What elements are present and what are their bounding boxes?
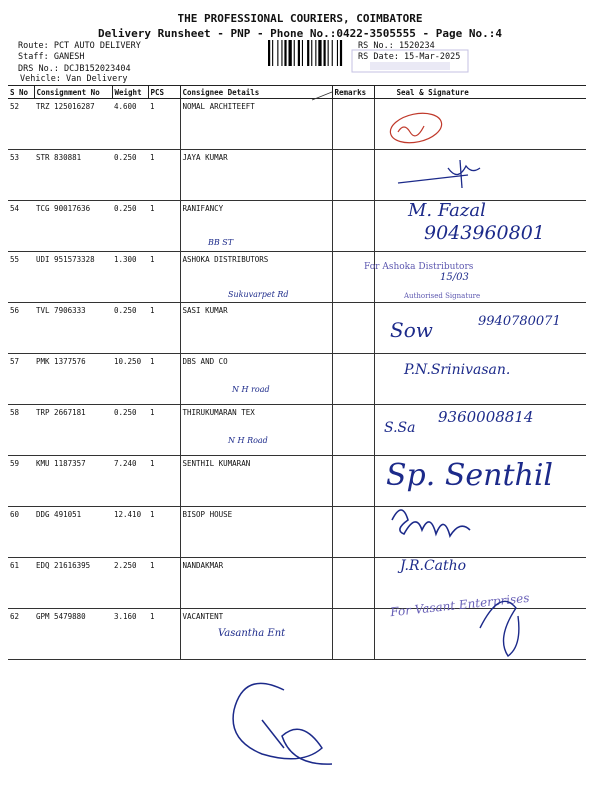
handwritten-note-row57: N H road <box>232 385 270 394</box>
stamp-row55-caption: Authorised Signature <box>404 292 481 300</box>
consignee-cell: DBS AND CO <box>180 354 332 405</box>
sno-cell: 57 <box>8 354 34 405</box>
weight-cell: 0.250 <box>112 405 148 456</box>
handwritten-note-row62: Vasantha Ent <box>218 628 286 639</box>
weight-cell: 4.600 <box>112 99 148 150</box>
signature-row56-name: Sow <box>390 318 433 342</box>
consignment-cell: TCG 90017636 <box>34 201 112 252</box>
consignee-cell: VACANTENT <box>180 609 332 660</box>
consignee-cell: SENTHIL KUMARAN <box>180 456 332 507</box>
staff-label: Staff: GANESH <box>18 52 85 62</box>
sno-cell: 59 <box>8 456 34 507</box>
pcs-cell: 1 <box>148 252 180 303</box>
consignee-cell: JAYA KUMAR <box>180 150 332 201</box>
runsheet-subtitle: Delivery Runsheet - PNP - Phone No.:0422-3505555 - Page No.:4 <box>98 27 502 40</box>
footer-signature <box>233 683 332 764</box>
signature-row61: J.R.Catho <box>400 558 467 574</box>
consignee-cell: RANIFANCY <box>180 201 332 252</box>
signature-row60-scribble <box>392 510 470 536</box>
consignment-cell: TRZ 125016287 <box>34 99 112 150</box>
sno-cell: 53 <box>8 150 34 201</box>
stamp-row62: For Vasant Enterprises <box>389 590 531 620</box>
consignment-cell: UDI 951573328 <box>34 252 112 303</box>
signature-row53-scribble <box>398 160 480 188</box>
signature-row55-date: 15/03 <box>440 272 469 283</box>
consignment-cell: GPM 5479880 <box>34 609 112 660</box>
col-header-sno: S No <box>8 86 34 99</box>
handwritten-note-row58: N H Road <box>228 436 268 445</box>
consignment-cell: TRP 2667181 <box>34 405 112 456</box>
weight-cell: 3.160 <box>112 609 148 660</box>
sno-cell: 55 <box>8 252 34 303</box>
rs-number: RS No.: 1520234 <box>358 41 435 51</box>
weight-cell: 12.410 <box>112 507 148 558</box>
consignee-cell: THIRUKUMARAN TEX <box>180 405 332 456</box>
col-header-consignment: Consignment No <box>34 86 112 99</box>
consignment-cell: EDQ 21616395 <box>34 558 112 609</box>
vehicle-label: Vehicle: Van Delivery <box>20 74 128 84</box>
signature-row56-phone: 9940780071 <box>478 314 561 329</box>
sno-cell: 58 <box>8 405 34 456</box>
signature-row62-scribble <box>480 601 519 656</box>
weight-cell: 2.250 <box>112 558 148 609</box>
signature-row58-name: S.Sa <box>384 420 416 436</box>
col-header-weight: Weight <box>112 86 148 99</box>
pcs-cell: 1 <box>148 405 180 456</box>
weight-cell: 1.300 <box>112 252 148 303</box>
signature-row57: P.N.Srinivasan. <box>404 362 511 378</box>
pcs-cell: 1 <box>148 303 180 354</box>
sno-cell: 52 <box>8 99 34 150</box>
consignee-cell: NANDAKMAR <box>180 558 332 609</box>
sno-cell: 54 <box>8 201 34 252</box>
pcs-cell: 1 <box>148 201 180 252</box>
sno-cell: 62 <box>8 609 34 660</box>
consignee-cell: BISOP HOUSE <box>180 507 332 558</box>
pcs-cell: 1 <box>148 609 180 660</box>
route-label: Route: PCT AUTO DELIVERY <box>18 41 141 51</box>
drs-label: DRS No.: DCJB152023404 <box>18 64 131 74</box>
signature-row58-phone: 9360008814 <box>438 408 534 426</box>
consignment-cell: DDG 491051 <box>34 507 112 558</box>
pcs-cell: 1 <box>148 99 180 150</box>
col-header-signature: Seal & Signature <box>374 86 586 99</box>
weight-cell: 10.250 <box>112 354 148 405</box>
pcs-cell: 1 <box>148 150 180 201</box>
handwritten-note-row54: BB ST <box>208 238 234 247</box>
consignment-cell: STR 830881 <box>34 150 112 201</box>
pcs-cell: 1 <box>148 354 180 405</box>
consignment-cell: KMU 1187357 <box>34 456 112 507</box>
pcs-cell: 1 <box>148 456 180 507</box>
sno-cell: 56 <box>8 303 34 354</box>
col-header-consignee: Consignee Details <box>180 86 332 99</box>
weight-cell: 0.250 <box>112 303 148 354</box>
consignee-cell: SASI KUMAR <box>180 303 332 354</box>
weight-cell: 0.250 <box>112 201 148 252</box>
sno-cell: 60 <box>8 507 34 558</box>
rs-date: RS Date: 15-Mar-2025 <box>358 52 461 62</box>
col-header-remarks: Remarks <box>332 86 374 99</box>
weight-cell: 7.240 <box>112 456 148 507</box>
consignee-cell: NOMAL ARCHITEEFT <box>180 99 332 150</box>
signature-row54-name: M. Fazal <box>408 200 486 221</box>
company-title: THE PROFESSIONAL COURIERS, COIMBATORE <box>177 12 423 25</box>
weight-cell: 0.250 <box>112 150 148 201</box>
col-header-pcs: PCS <box>148 86 180 99</box>
handwritten-note-row55: Sukuvarpet Rd <box>228 290 289 299</box>
consignment-cell: PMK 1377576 <box>34 354 112 405</box>
stamp-row55: For Ashoka Distributors <box>364 262 474 272</box>
signature-row59: Sp. Senthil <box>386 458 554 493</box>
pcs-cell: 1 <box>148 558 180 609</box>
consignment-cell: TVL 7906333 <box>34 303 112 354</box>
signature-row52-scribble <box>388 109 445 147</box>
pcs-cell: 1 <box>148 507 180 558</box>
signature-row54-phone: 9043960801 <box>424 222 545 244</box>
sno-cell: 61 <box>8 558 34 609</box>
consignee-cell: ASHOKA DISTRIBUTORS <box>180 252 332 303</box>
